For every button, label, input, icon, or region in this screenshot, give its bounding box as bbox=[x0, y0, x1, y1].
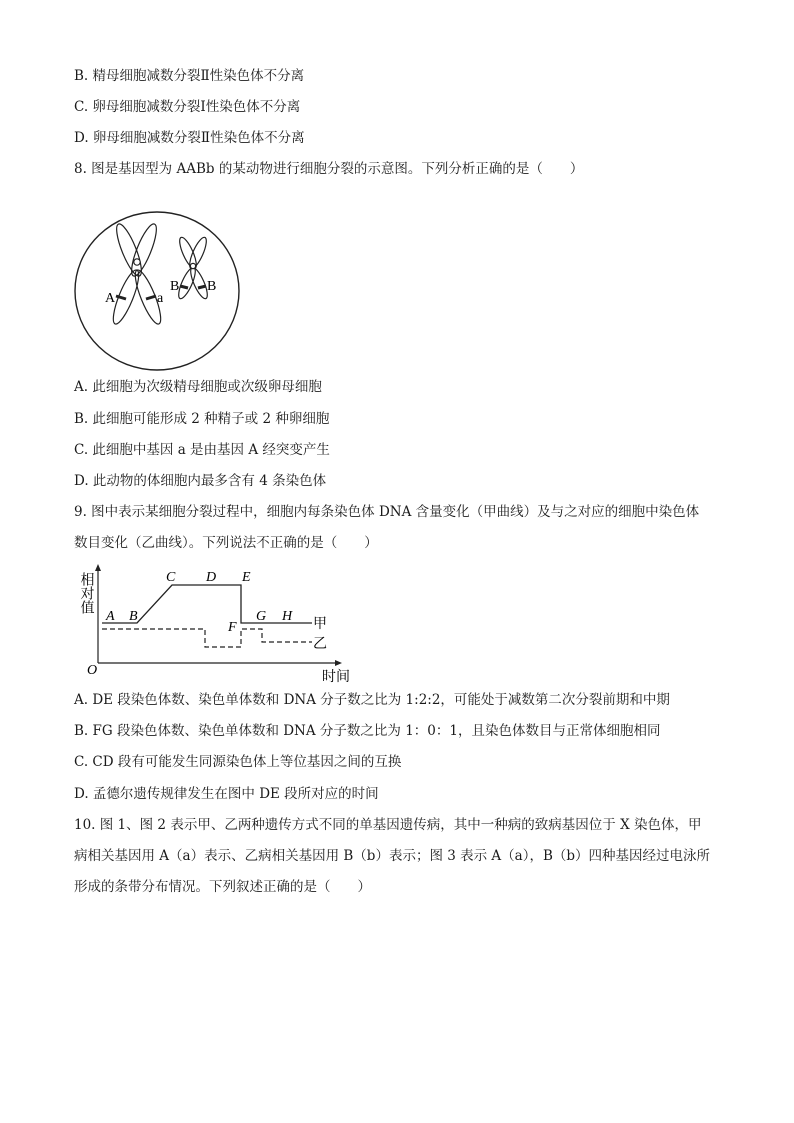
q10-stem-line3: 形成的条带分布情况。下列叙述正确的是（ ） bbox=[74, 879, 371, 895]
q7-option-d: D. 卵母细胞减数分裂Ⅱ性染色体不分离 bbox=[74, 130, 305, 146]
q7-option-b: B. 精母细胞减数分裂Ⅱ性染色体不分离 bbox=[74, 68, 305, 84]
x-axis-label: 时间 bbox=[322, 670, 350, 685]
q10-stem-line2: 病相关基因用 A（a）表示、乙病相关基因用 B（b）表示；图 3 表示 A（a），B（b）四种基因经过电泳所 bbox=[74, 848, 711, 864]
gene-label-B-right: B bbox=[207, 279, 217, 294]
q8-cell-figure bbox=[72, 210, 244, 376]
curve-jia-label: 甲 bbox=[313, 617, 327, 632]
point-A: A bbox=[106, 609, 115, 624]
q8-stem: 8. 图是基因型为 AABb 的某动物进行细胞分裂的示意图。下列分析正确的是（ ） bbox=[74, 161, 584, 177]
point-G: G bbox=[256, 609, 267, 624]
point-F: F bbox=[228, 620, 237, 635]
curve-yi bbox=[102, 629, 312, 647]
q9-stem-line2: 数目变化（乙曲线）。下列说法不正确的是（ ） bbox=[74, 535, 378, 551]
origin-label: O bbox=[87, 663, 98, 678]
q8-option-d: D. 此动物的体细胞内最多含有 4 条染色体 bbox=[74, 473, 327, 489]
q8-option-a: A. 此细胞为次级精母细胞或次级卵母细胞 bbox=[74, 379, 322, 395]
q8-option-c: C. 此细胞中基因 a 是由基因 A 经突变产生 bbox=[74, 442, 330, 458]
gene-label-A: A bbox=[105, 291, 116, 306]
point-D: D bbox=[206, 570, 217, 585]
point-H: H bbox=[282, 609, 293, 624]
chromosome-large bbox=[109, 221, 166, 326]
q9-option-a: A. DE 段染色体数、染色单体数和 DNA 分子数之比为 1:2:2，可能处于减数第二次分裂前期和中期 bbox=[74, 692, 670, 708]
chromosome-small bbox=[176, 235, 211, 300]
y-axis-arrow bbox=[95, 564, 101, 571]
q8-option-b: B. 此细胞可能形成 2 种精子或 2 种卵细胞 bbox=[74, 411, 330, 427]
curve-yi-label: 乙 bbox=[313, 637, 327, 652]
cell-diagram bbox=[72, 210, 244, 372]
y-axis-label: 相对值 bbox=[78, 572, 94, 614]
q7-option-c: C. 卵母细胞减数分裂Ⅰ性染色体不分离 bbox=[74, 99, 301, 115]
point-C: C bbox=[166, 570, 176, 585]
point-E: E bbox=[242, 570, 251, 585]
gene-label-a: a bbox=[157, 291, 164, 306]
q9-option-c: C. CD 段有可能发生同源染色体上等位基因之间的互换 bbox=[74, 754, 402, 770]
q9-graph-figure bbox=[72, 562, 357, 691]
dna-chromosome-graph bbox=[72, 562, 357, 687]
point-B: B bbox=[129, 609, 138, 624]
gene-label-B-left: B bbox=[170, 279, 180, 294]
q9-stem-line1: 9. 图中表示某细胞分裂过程中，细胞内每条染色体 DNA 含量变化（甲曲线）及与之对应的细胞中染色体 bbox=[74, 504, 700, 520]
q10-stem-line1: 10. 图 1、图 2 表示甲、乙两种遗传方式不同的单基因遗传病，其中一种病的致病基因位于 X 染色体，甲 bbox=[74, 817, 702, 833]
x-axis-arrow bbox=[335, 660, 342, 666]
q9-option-d: D. 孟德尔遗传规律发生在图中 DE 段所对应的时间 bbox=[74, 786, 379, 802]
q9-option-b: B. FG 段染色体数、染色单体数和 DNA 分子数之比为 1：0：1，且染色体数目与正常体细胞相同 bbox=[74, 723, 661, 739]
